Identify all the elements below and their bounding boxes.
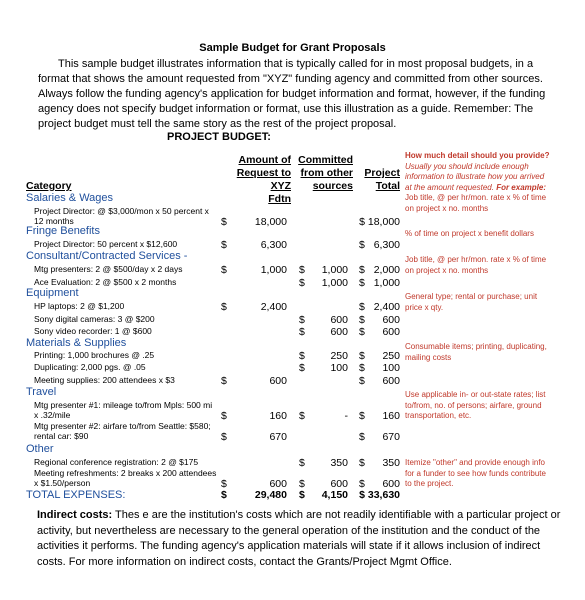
- dollar-sign: $: [359, 478, 365, 490]
- note-line: on project x no. months: [405, 203, 489, 213]
- category-label: Materials & Supplies: [26, 337, 127, 349]
- dollar-sign: $: [299, 264, 305, 276]
- item-label: Sony digital cameras: 3 @ $200: [34, 314, 155, 324]
- dollar-sign: $: [221, 410, 227, 422]
- category-label: Travel: [26, 386, 57, 398]
- committed-amount: -: [344, 410, 348, 422]
- request-amount: 1,000: [260, 264, 287, 276]
- item-label: 12 months: [34, 216, 74, 226]
- dollar-sign: $: [299, 362, 305, 374]
- category-column-header: Category: [26, 180, 72, 192]
- indirect-costs-label: Indirect costs:: [37, 509, 113, 521]
- dollar-sign: $: [221, 375, 227, 387]
- dollar-sign: $: [299, 478, 305, 490]
- item-label: HP laptops: 2 @ $1,200: [34, 301, 125, 311]
- consultant-note: [405, 255, 546, 276]
- category-label: Consultant/Contracted Services -: [26, 250, 188, 262]
- header-text: from other: [300, 167, 353, 179]
- item-label: Mtg presenter #1: mileage to/from Mpls: 500 mi: [34, 400, 213, 410]
- indirect-line: costs. For more information on indirect costs, contact the Grants/Project Mgmt Office.: [37, 555, 452, 568]
- note-line: transportation, etc.: [405, 411, 472, 420]
- other-note: [405, 458, 546, 490]
- committed-column-header: [295, 154, 353, 193]
- committed-amount: 600: [330, 478, 348, 490]
- dollar-sign: $: [221, 301, 227, 313]
- dollar-sign: $: [359, 326, 365, 338]
- request-amount: 18,000: [254, 216, 287, 228]
- grand-total: $ 33,630: [359, 489, 400, 501]
- project-total: 2,000: [373, 264, 400, 276]
- header-text: Committed: [298, 154, 353, 166]
- note-line: Consumable items; printing, duplicating,: [405, 342, 547, 351]
- item-label: Meeting refreshments: 2 breaks x 200 attendees: [34, 468, 217, 478]
- project-total: 2,400: [373, 301, 400, 313]
- project-total: 6,300: [373, 239, 400, 251]
- project-total: 670: [382, 431, 400, 443]
- header-text: Request to XYZ: [236, 167, 291, 192]
- committed-amount: 350: [330, 457, 348, 469]
- project-total: 100: [382, 362, 400, 374]
- note-line: to/from, no. of persons; airfare, ground: [405, 400, 542, 410]
- item-label: Meeting supplies: 200 attendees x $3: [34, 375, 175, 385]
- category-label: Salaries & Wages: [26, 192, 114, 204]
- equipment-note: [405, 292, 537, 313]
- note-line: at the amount requested.: [405, 182, 494, 192]
- committed-amount: 600: [330, 314, 348, 326]
- request-amount: 2,400: [260, 301, 287, 313]
- note-line: to the project.: [405, 479, 454, 488]
- dollar-sign: $: [299, 314, 305, 326]
- travel-note: [405, 390, 546, 422]
- document-title: Sample Budget for Grant Proposals: [199, 42, 386, 54]
- amount-column-header: [214, 154, 291, 206]
- request-amount: 6,300: [260, 239, 287, 251]
- detail-note: [405, 151, 549, 193]
- dollar-sign: $: [299, 489, 305, 501]
- request-amount: 600: [269, 375, 287, 387]
- dollar-sign: $: [221, 264, 227, 276]
- project-total-column-header: [358, 167, 400, 193]
- header-text: Total: [375, 180, 400, 192]
- dollar-sign: $: [221, 431, 227, 443]
- note-line: on project x no. months: [405, 265, 489, 275]
- category-label: Equipment: [26, 287, 79, 299]
- dollar-sign: $: [359, 410, 365, 422]
- committed-amount: 600: [330, 326, 348, 338]
- dollar-sign: $: [359, 431, 365, 443]
- note-line: information to illustrate how you arrived: [405, 172, 545, 181]
- header-text: sources: [312, 180, 353, 192]
- total-label: TOTAL EXPENSES:: [26, 489, 126, 501]
- item-label: Duplicating: 2,000 pgs. @ .05: [34, 362, 146, 372]
- project-total: 250: [382, 350, 400, 362]
- indirect-line: activities it performs. The funding agency's application materials will state if it allows inclusion of indirect: [37, 540, 541, 552]
- dollar-sign: $: [299, 350, 305, 362]
- dollar-sign: $: [221, 216, 227, 228]
- header-text: Fdtn: [268, 193, 291, 205]
- indirect-costs-paragraph: [37, 508, 560, 570]
- indirect-line: Thes e are the institution's costs which are not readily identifiable with a particular project or: [112, 509, 561, 521]
- fringe-note: [405, 229, 534, 240]
- committed-total: 4,150: [321, 489, 348, 501]
- request-amount: 600: [269, 478, 287, 490]
- dollar-sign: $: [359, 301, 365, 313]
- project-budget-label: PROJECT BUDGET:: [167, 131, 271, 143]
- note-line: How much detail should you provide?: [405, 151, 550, 160]
- committed-amount: 250: [330, 350, 348, 362]
- request-total: 29,480: [254, 489, 287, 501]
- project-total: 600: [382, 314, 400, 326]
- intro-line: Always follow the funding agency's application for budget information and format, however, if the funding: [38, 88, 546, 100]
- item-label: Project Director: @ $3,000/mon x 50 percent x: [34, 206, 209, 216]
- project-total: $ 18,000: [359, 216, 400, 228]
- item-label: x .32/mile: [34, 410, 71, 420]
- item-label: rental car: $90: [34, 431, 89, 441]
- note-line: mailing costs: [405, 352, 452, 362]
- dollar-sign: $: [221, 239, 227, 251]
- note-line: Job title, @ per hr/mon. rate x % of time: [405, 193, 547, 202]
- project-total: 600: [382, 326, 400, 338]
- intro-line: agency does not specify budget information or format, use this illustration as a guide. Remember: The: [38, 103, 534, 115]
- project-total: 350: [382, 457, 400, 469]
- note-line: price x qty.: [405, 302, 444, 312]
- request-amount: 670: [269, 431, 287, 443]
- dollar-sign: $: [359, 239, 365, 251]
- dollar-sign: $: [359, 375, 365, 387]
- committed-amount: 1,000: [321, 277, 348, 289]
- dollar-sign: $: [359, 277, 365, 289]
- dollar-sign: $: [221, 478, 227, 490]
- header-text: Project: [364, 167, 400, 179]
- dollar-sign: $: [359, 314, 365, 326]
- item-label: Ace Evaluation: 2 @ $500 x 2 months: [34, 277, 177, 287]
- note-line: General type; rental or purchase; unit: [405, 292, 538, 301]
- materials-note: [405, 342, 547, 363]
- note-line: % of time on project x benefit dollars: [405, 229, 534, 238]
- intro-paragraph: [38, 57, 545, 132]
- note-line: Use applicable in- or out-state rates; list: [405, 390, 546, 399]
- item-label: Sony video recorder: 1 @ $600: [34, 326, 152, 336]
- dollar-sign: $: [359, 457, 365, 469]
- item-label: x $1.50/person: [34, 478, 91, 488]
- dollar-sign: $: [359, 264, 365, 276]
- note-line: Usually you should include enough: [405, 161, 529, 171]
- dollar-sign: $: [359, 362, 365, 374]
- intro-line: This sample budget illustrates information that is typically called for in most proposal budgets, in a: [58, 58, 534, 70]
- item-label: Mtg presenters: 2 @ $500/day x 2 days: [34, 264, 183, 274]
- dollar-sign: $: [299, 326, 305, 338]
- item-label: Printing: 1,000 brochures @ .25: [34, 350, 155, 360]
- category-label: Fringe Benefits: [26, 225, 100, 237]
- project-total: 600: [382, 375, 400, 387]
- note-line: Job title, @ per hr/mon. rate x % of time: [405, 255, 547, 264]
- request-amount: 160: [269, 410, 287, 422]
- committed-amount: 1,000: [321, 264, 348, 276]
- item-label: Mtg presenter #2: airfare to/from Seattle: $580;: [34, 421, 211, 431]
- dollar-sign: $: [299, 410, 305, 422]
- committed-amount: 100: [330, 362, 348, 374]
- item-label: Project Director: 50 percent x $12,600: [34, 239, 178, 249]
- dollar-sign: $: [299, 457, 305, 469]
- header-text: Amount of: [238, 154, 291, 166]
- dollar-sign: $: [359, 350, 365, 362]
- note-line: Itemize "other" and provide enough info: [405, 458, 545, 467]
- item-label: Regional conference registration: 2 @ $175: [34, 457, 199, 467]
- note-line: For example:: [496, 182, 546, 192]
- indirect-line: activity, but nevertheless are necessary to the general operation of the institution and the conduct of the: [37, 524, 541, 537]
- note-line: for a funder to see how funds contribute: [405, 468, 546, 478]
- intro-line: format that shows the amount requested from "XYZ" funding agency and committed from other sources.: [38, 73, 543, 85]
- project-total: 600: [382, 478, 400, 490]
- salaries-note: [405, 193, 546, 214]
- intro-line: project budget must tell the same story as the rest of the project proposal.: [38, 118, 397, 130]
- dollar-sign: $: [221, 489, 227, 501]
- dollar-sign: $: [299, 277, 305, 289]
- project-total: 160: [382, 410, 400, 422]
- project-total: 1,000: [373, 277, 400, 289]
- category-label: Other: [26, 443, 54, 455]
